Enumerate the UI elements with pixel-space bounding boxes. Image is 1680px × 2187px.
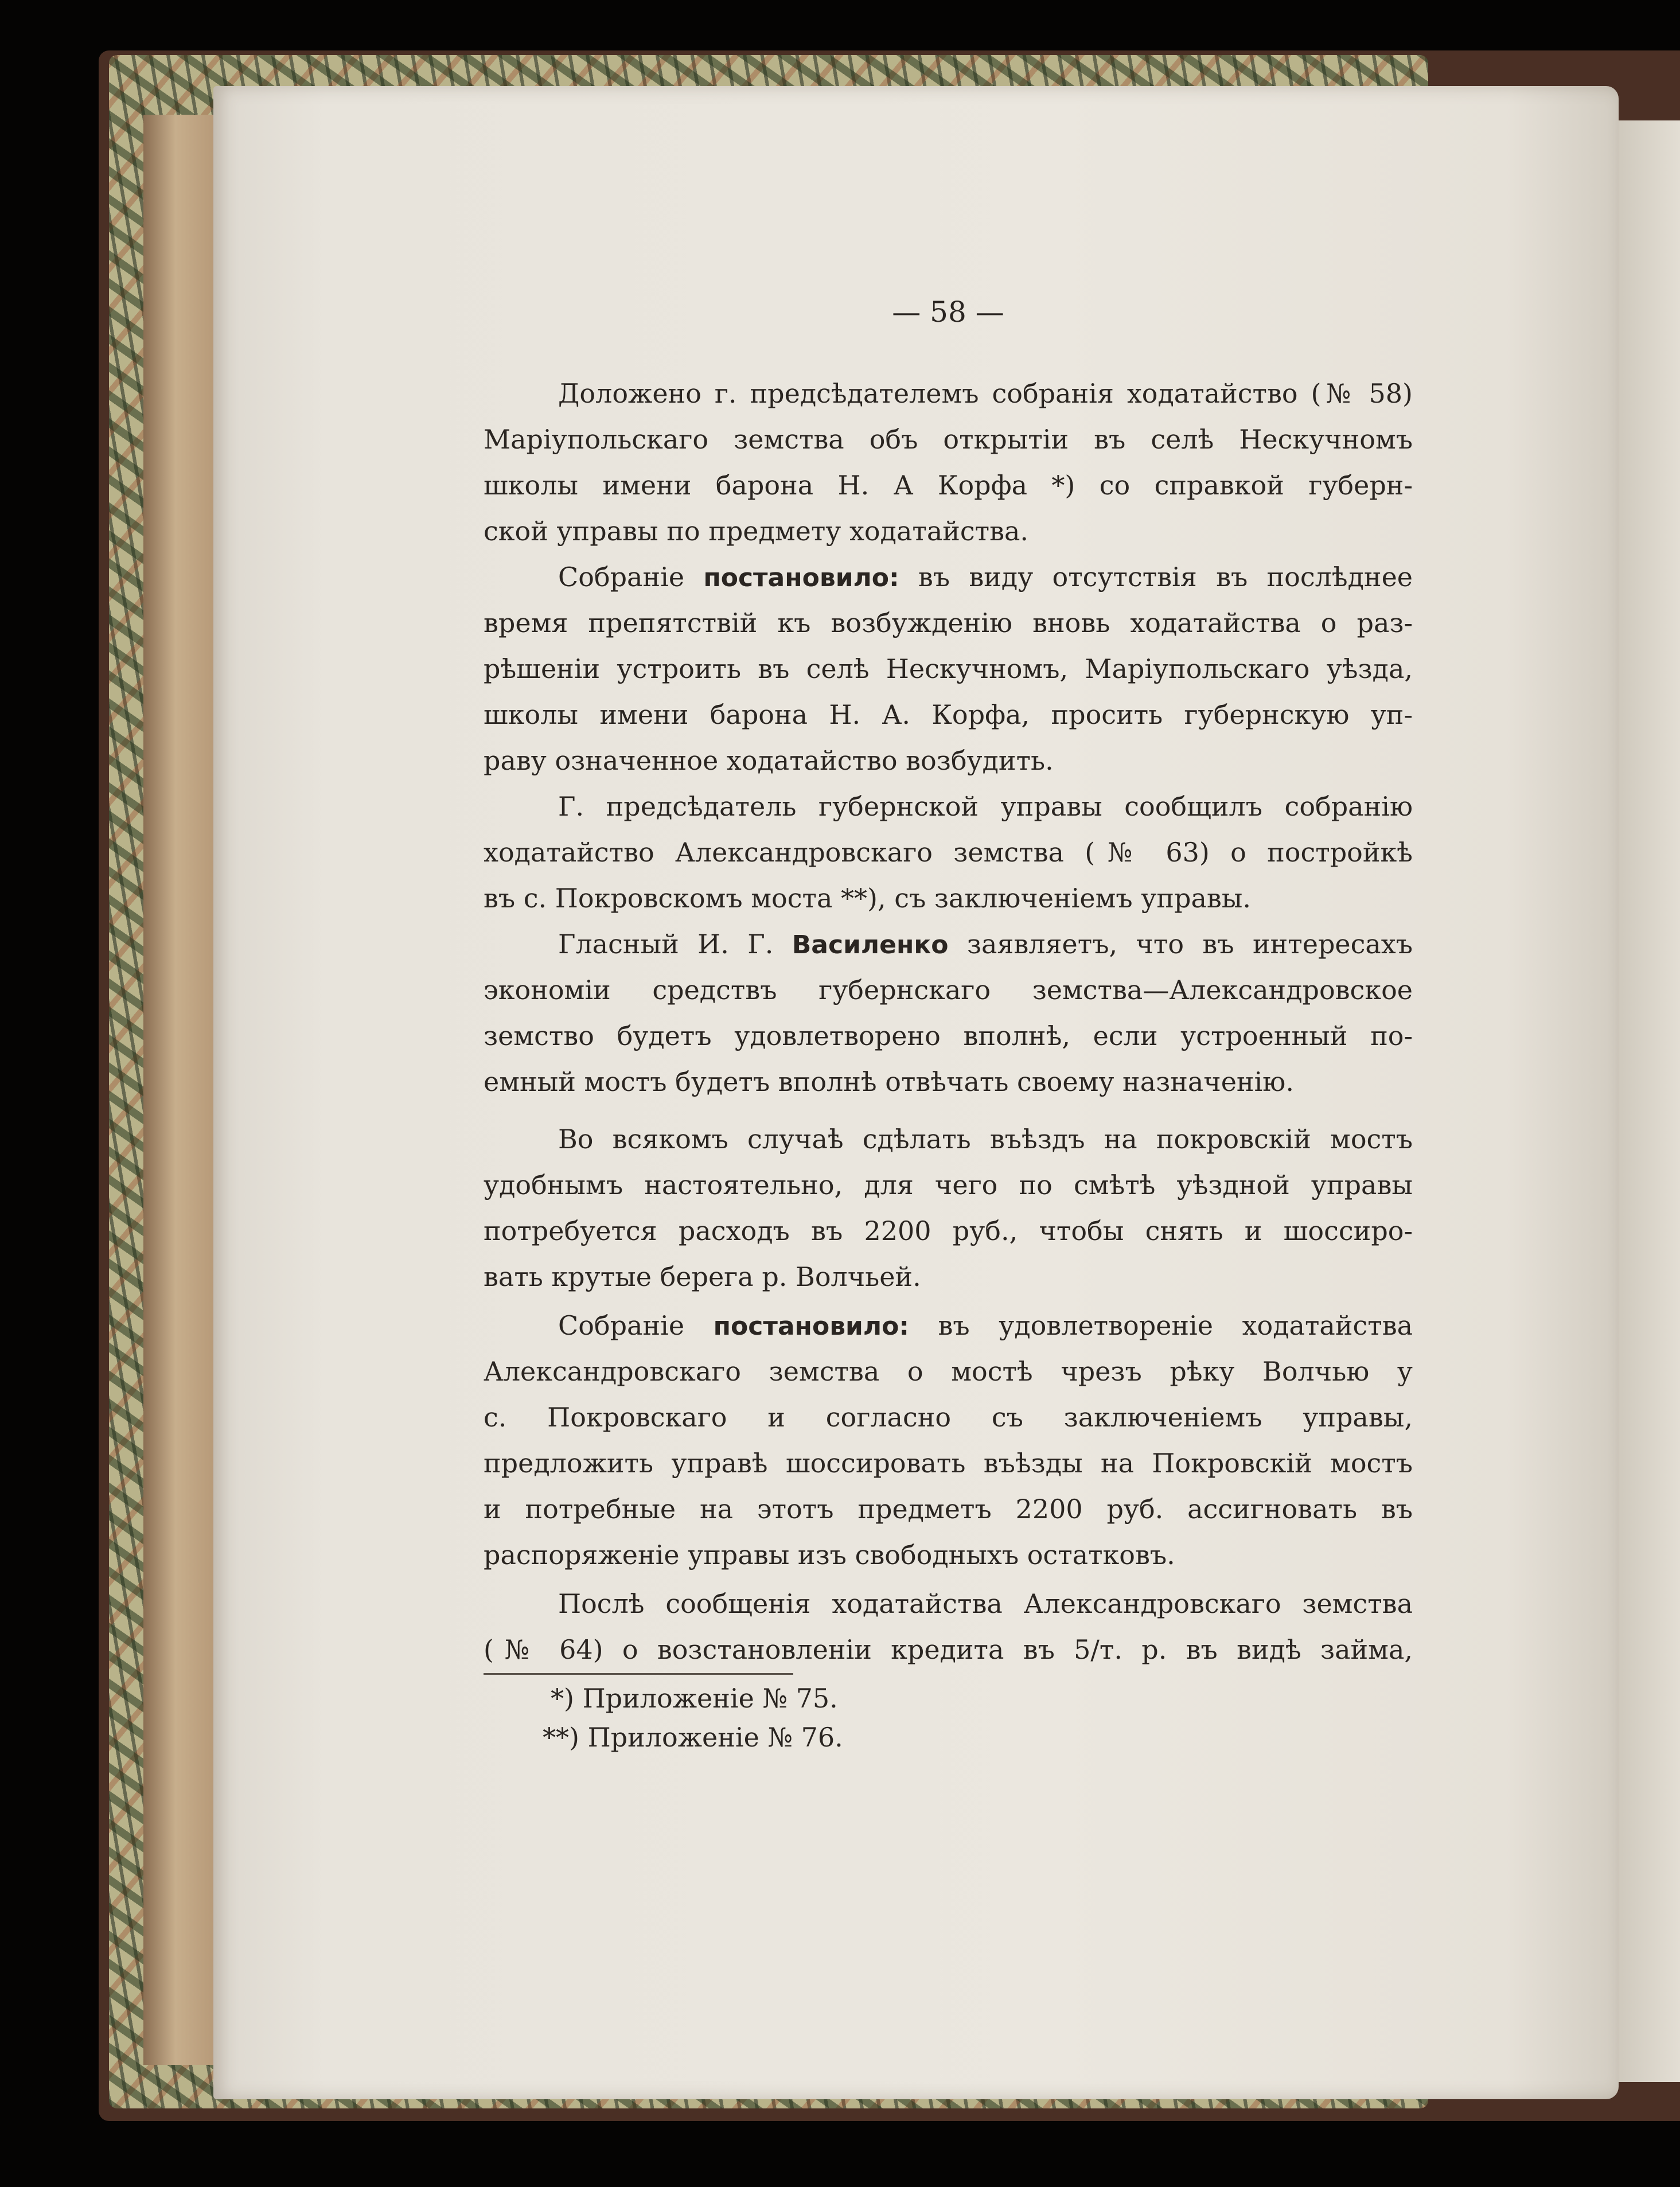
text-line: (№ 64) о возстановленіи кредита въ 5/т. р. въ видѣ займа,: [484, 1634, 1413, 1665]
bold-term: постановило:: [703, 563, 899, 592]
text-line: Александровскаго земства о мостѣ чрезъ рѣку Волчью у: [484, 1356, 1413, 1387]
text-line: с. Покровскаго и согласно съ заключеніемъ управы,: [484, 1402, 1413, 1433]
text-line: предложить управѣ шоссировать въѣзды на Покровскій мостъ: [484, 1448, 1413, 1479]
text-line: потребуется расходъ въ 2200 руб., чтобы снять и шоссиро-: [484, 1215, 1413, 1246]
text-line: земство будетъ удовлетворено вполнѣ, если устроенный по-: [484, 1020, 1413, 1051]
text-line: удобнымъ настоятельно, для чего по смѣтѣ уѣздной управы: [484, 1169, 1413, 1200]
text-line: время препятствій къ возбужденію вновь ходатайства о раз-: [484, 607, 1413, 638]
next-page-edge: [1619, 120, 1680, 2082]
text-line: Послѣ сообщенія ходатайства Александровскаго земства: [558, 1588, 1413, 1619]
footnote: *) Приложеніе № 75.: [551, 1683, 838, 1714]
text-line: Доложено г. предсѣдателемъ собранія ходатайство (№ 58): [558, 378, 1413, 409]
text-line: [558, 1308, 1413, 1343]
text-line: рѣшеніи устроить въ селѣ Нескучномъ, Маріупольскаго уѣзда,: [484, 653, 1413, 684]
page-edges: [143, 115, 224, 2065]
text-segment: Собраніе: [558, 1310, 685, 1341]
text-line: школы имени барона Н. А. Корфа, просить губернскую уп-: [484, 699, 1413, 730]
text-line: въ с. Покровскомъ моста **), съ заключеніемъ управы.: [484, 883, 1251, 914]
text-line: Маріупольскаго земства объ открытіи въ селѣ Нескучномъ: [484, 424, 1413, 455]
text-segment: въ виду отсутствія въ послѣднее: [918, 562, 1413, 592]
text-segment: въ удовлетвореніе ходатайства: [938, 1310, 1413, 1341]
text-line: ходатайство Александровскаго земства (№ 63) о постройкѣ: [484, 837, 1413, 868]
text-line: экономіи средствъ губернскаго земства—Александровское: [484, 974, 1413, 1005]
text-line: распоряженіе управы изъ свободныхъ остатковъ.: [484, 1539, 1175, 1570]
text-segment: Собраніе: [558, 562, 685, 592]
text-line: [558, 926, 1413, 962]
text-line: Во всякомъ случаѣ сдѣлать въѣздъ на покровскій мостъ: [558, 1124, 1413, 1155]
text-line: вать крутые берега р. Волчьей.: [484, 1261, 921, 1292]
footnote-rule: [484, 1673, 793, 1675]
text-segment: Гласный И. Г.: [558, 929, 774, 960]
text-segment: заявляетъ, что въ интересахъ: [966, 929, 1413, 960]
text-line: раву означенное ходатайство возбудить.: [484, 745, 1054, 776]
text-line: ской управы по предмету ходатайства.: [484, 516, 1029, 547]
text-line: [558, 559, 1413, 595]
bold-term: Василенко: [792, 930, 949, 960]
page-number: — 58 —: [892, 295, 1004, 329]
text-line: и потребные на этотъ предметъ 2200 руб. ассигновать въ: [484, 1494, 1413, 1525]
text-line: Г. предсѣдатель губернской управы сообщилъ собранію: [558, 791, 1413, 822]
bold-term: постановило:: [713, 1312, 909, 1341]
text-line: емный мостъ будетъ вполнѣ отвѣчать своему назначенію.: [484, 1066, 1294, 1097]
footnote: **) Приложеніе № 76.: [543, 1722, 843, 1753]
text-line: школы имени барона Н. А Корфа *) со справкой губерн-: [484, 470, 1413, 501]
